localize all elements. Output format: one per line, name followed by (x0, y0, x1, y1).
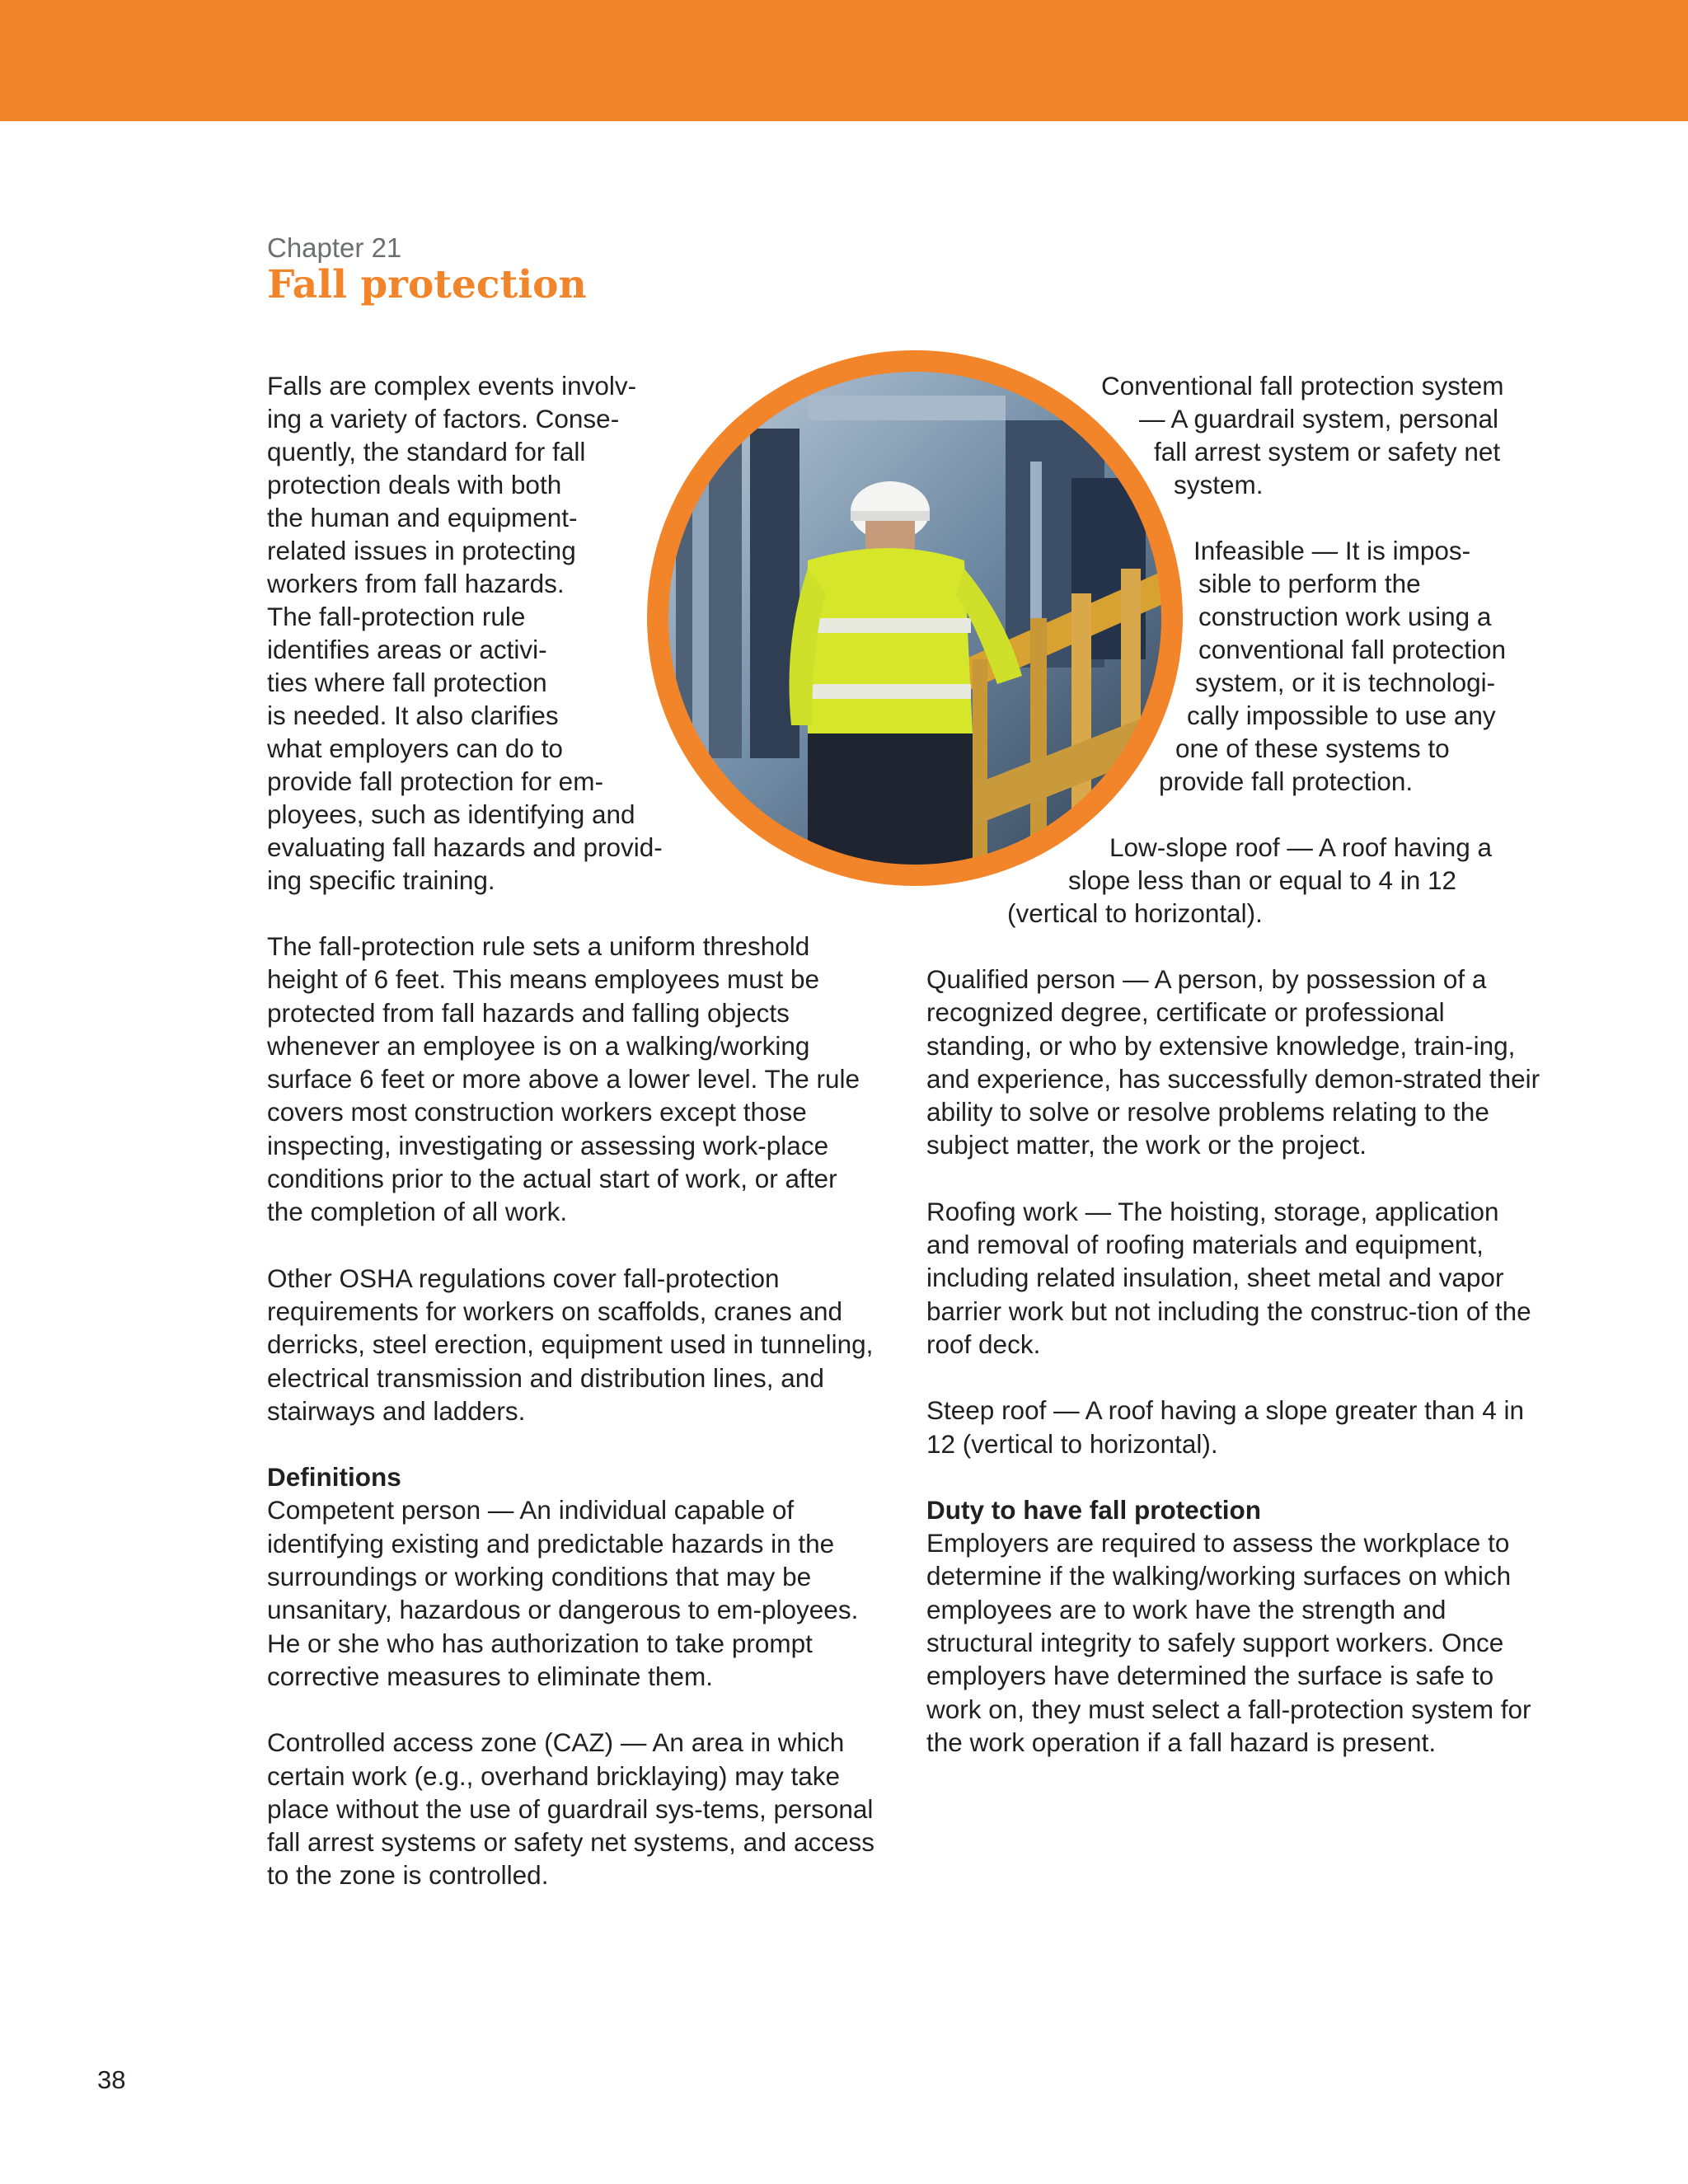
intro-line: The fall-protection rule (267, 602, 526, 631)
definition-infeasible-line: provide fall protection. (1159, 766, 1414, 796)
intro-line: workers from fall hazards. (267, 569, 565, 598)
definition-conventional-line: fall arrest system or safety net (1154, 437, 1501, 466)
definition-roofing-work: Roofing work — The hoisting, storage, application and removal of roofing materials and equipment, including related insulation, sheet metal and vapor barrier work but not including the construc-tion of the roof deck. (926, 1196, 1531, 1359)
right-column (926, 963, 1546, 1759)
definition-infeasible-line: construction work using a (1198, 602, 1492, 631)
duty-heading: Duty to have fall protection (926, 1494, 1262, 1525)
definition-conventional-line: — A guardrail system, personal (1139, 404, 1498, 434)
definition-controlled-access-zone: Controlled access zone (CAZ) — An area in which certain work (e.g., overhand bricklaying) may take place without the use of guardrail sys-tems, personal fall arrest systems or safety net systems, and access to the zone is controlled. (267, 1727, 875, 1891)
intro-line: related issues in protecting (267, 536, 576, 565)
intro-line: the human and equipment- (267, 503, 578, 532)
worker-photo (643, 346, 1187, 890)
definition-low-slope-line: slope less than or equal to 4 in 12 (1068, 865, 1457, 895)
duty-text: Employers are required to assess the workplace to determine if the walking/working surfaces on which employees are to work have the strength and structural integrity to safely support workers. Once employers have determined the surface is safe to work on, they must select a fall-protection system for the work operation if a fall hazard is present. (926, 1528, 1531, 1757)
paragraph-threshold: The fall-protection rule sets a uniform threshold height of 6 feet. This means employees must be protected from fall hazards and falling objects whenever an employee is on a walking/working surface 6 feet or more above a lower level. The rule covers most construction workers except those inspecting, investigating or assessing work-place conditions prior to the actual start of work, or after the completion of all work. (267, 931, 860, 1227)
paragraph-other-regulations: Other OSHA regulations cover fall-protection requirements for workers on scaffolds, cranes and derricks, steel erection, equipment used in tunneling, electrical transmission and distribution lines, and stairways and ladders. (267, 1263, 874, 1426)
definition-conventional-line: Conventional fall protection system (1101, 371, 1504, 401)
definition-steep-roof: Steep roof — A roof having a slope greater than 4 in 12 (vertical to horizontal). (926, 1395, 1524, 1459)
definition-infeasible-line: sible to perform the (1198, 569, 1421, 598)
intro-line: ties where fall protection (267, 668, 547, 697)
definition-infeasible-line: system, or it is technologi- (1195, 668, 1496, 697)
definition-low-slope-line: (vertical to horizontal). (1007, 898, 1263, 928)
intro-line: provide fall protection for em- (267, 766, 603, 796)
intro-line: what employers can do to (267, 733, 563, 763)
photo-illustration (643, 346, 1187, 890)
intro-line: evaluating fall hazards and provid- (267, 832, 663, 862)
definition-low-slope-line: Low-slope roof — A roof having a (1109, 832, 1493, 862)
page-number: 38 (97, 2065, 126, 2094)
intro-line: identifies areas or activi- (267, 635, 547, 664)
intro-line: ing a variety of factors. Conse- (267, 404, 620, 434)
definition-conventional-line: system. (1174, 470, 1264, 499)
left-column (267, 930, 877, 1892)
definition-qualified-person: Qualified person — A person, by possession of a recognized degree, certificate or professional standing, or who by extensive knowledge, train-ing, and experience, has successfully demon-strated their ability to solve or resolve problems relating to the subject matter, the work or the project. (926, 964, 1540, 1160)
intro-line: Falls are complex events involv- (267, 371, 637, 401)
intro-line: ing specific training. (267, 865, 495, 895)
definitions-heading: Definitions (267, 1462, 401, 1493)
definition-infeasible-line: cally impossible to use any (1187, 701, 1496, 730)
definition-infeasible-line: one of these systems to (1175, 733, 1450, 763)
definition-infeasible-line: conventional fall protection (1198, 635, 1506, 664)
intro-line: protection deals with both (267, 470, 562, 499)
definition-competent-person: Competent person — An individual capable of identifying existing and predictable hazards in the surroundings or working conditions that may be unsanitary, hazardous or dangerous to em-ployees. He or she who has authorization to take prompt corrective measures to eliminate them. (267, 1495, 859, 1691)
definition-infeasible-line: Infeasible — It is impos- (1193, 536, 1471, 565)
intro-line: ployees, such as identifying and (267, 799, 635, 829)
chapter-label: Chapter 21 (267, 232, 402, 263)
intro-line: is needed. It also clarifies (267, 701, 559, 730)
intro-line: quently, the standard for fall (267, 437, 586, 466)
chapter-title: Fall protection (267, 262, 587, 307)
